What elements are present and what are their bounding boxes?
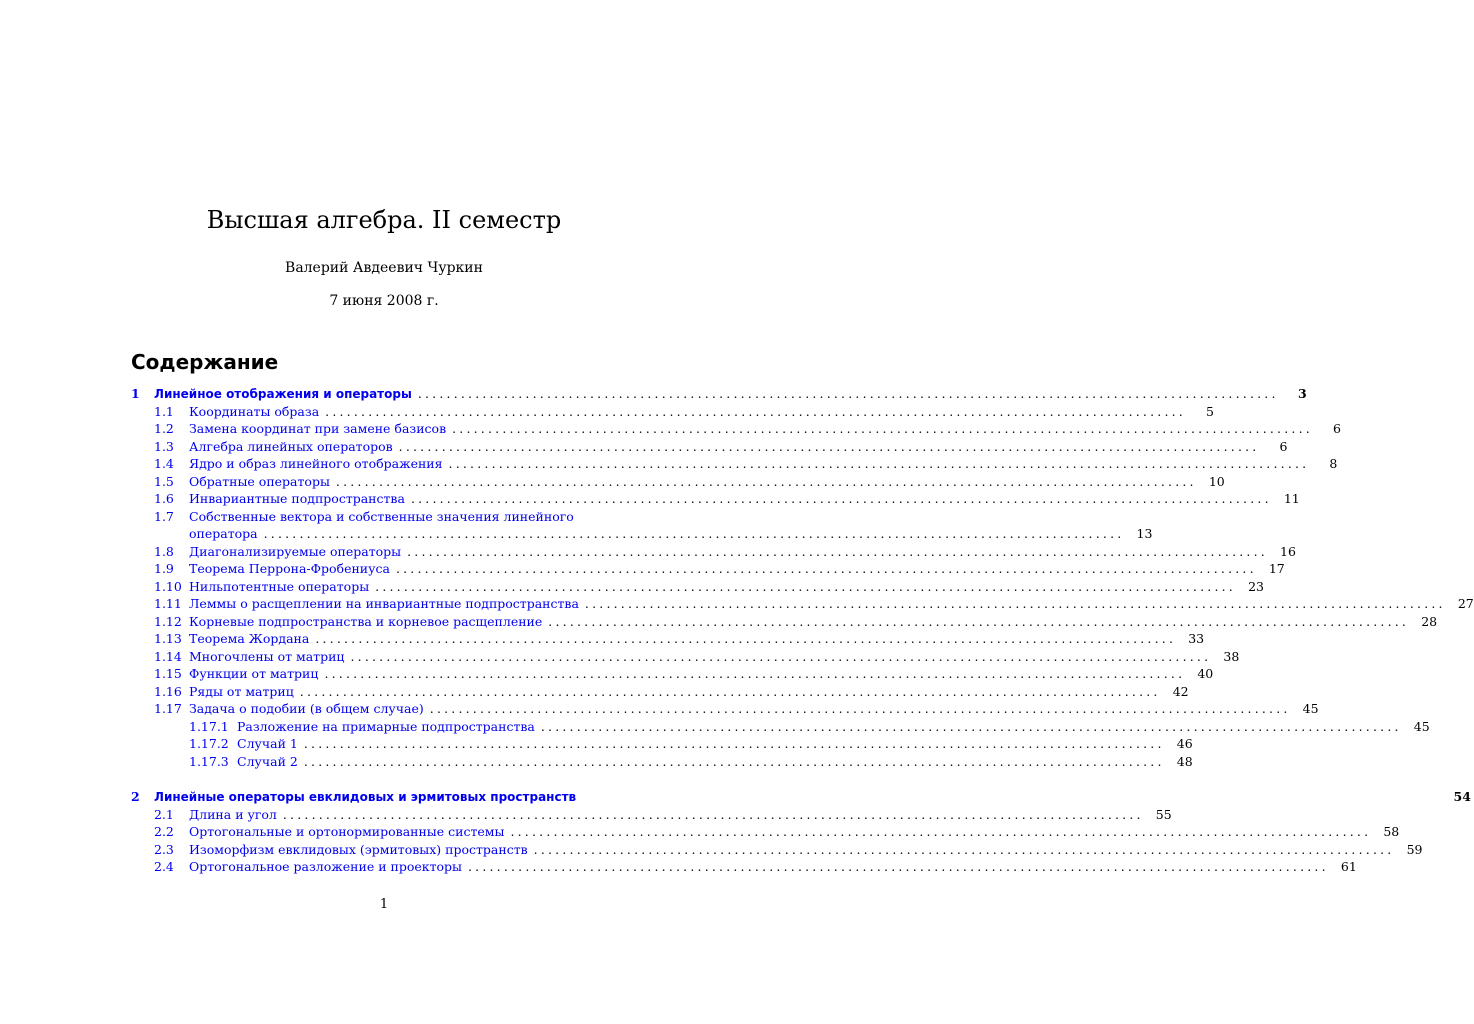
toc-number[interactable]: 1.1 xyxy=(154,403,174,419)
toc-page: 48 xyxy=(1176,753,1193,769)
document-date: 7 июня 2008 г. xyxy=(329,293,439,309)
toc-leader: ........................................................................................................................ xyxy=(533,841,1395,857)
toc-entry[interactable] xyxy=(131,648,1240,666)
toc-leader: ........................................................................................................................ xyxy=(324,666,1186,681)
toc-number[interactable]: 1.17.1 xyxy=(189,718,229,734)
toc-number[interactable]: 2.1 xyxy=(154,806,174,822)
toc-number[interactable]: 1.9 xyxy=(154,561,174,576)
toc-leader: ........................................................................................................................ xyxy=(375,578,1236,594)
toc-label[interactable]: Линейное отображения и операторы xyxy=(154,387,412,401)
toc-leader: ........................................................................................................................ xyxy=(303,736,1165,751)
toc-number[interactable]: 1.7 xyxy=(154,508,174,524)
toc-page: 42 xyxy=(1172,683,1189,699)
toc-label[interactable]: Функции от матриц xyxy=(189,666,319,681)
toc-label[interactable]: Обратные операторы xyxy=(189,473,330,489)
toc-entry-continuation[interactable] xyxy=(131,525,1153,543)
toc-number[interactable]: 1.12 xyxy=(154,613,182,629)
table-of-contents xyxy=(131,385,1474,876)
toc-entry[interactable] xyxy=(131,595,1474,613)
toc-number[interactable]: 2 xyxy=(131,789,140,804)
toc-leader: ........................................................................................................................ xyxy=(395,561,1257,576)
toc-leader: ........................................................................................................................ xyxy=(398,438,1260,454)
toc-label[interactable]: Ядро и образ линейного отображения xyxy=(189,456,443,471)
toc-entry[interactable] xyxy=(131,455,1338,473)
toc-page: 17 xyxy=(1268,561,1285,576)
toc-leader: ........................................................................................................................ xyxy=(410,491,1272,506)
toc-chapter-2[interactable] xyxy=(131,788,1471,806)
toc-label[interactable]: Координаты образа xyxy=(189,403,320,419)
toc-leader: ........................................................................................................................ xyxy=(303,753,1165,769)
toc-subentry[interactable] xyxy=(131,735,1193,753)
toc-entry[interactable] xyxy=(131,806,1172,824)
toc-number[interactable]: 1.17.2 xyxy=(189,736,229,751)
toc-leader: ........................................................................................................................ xyxy=(417,386,1279,401)
toc-entry[interactable] xyxy=(131,858,1357,876)
toc-label[interactable]: Задача о подобии (в общем случае) xyxy=(189,701,424,716)
toc-page: 5 xyxy=(1206,403,1214,419)
toc-entry[interactable] xyxy=(131,613,1438,631)
toc-label[interactable]: Теорема Перрона-Фробениуса xyxy=(189,561,390,576)
toc-leader: ........................................................................................................................ xyxy=(407,543,1268,559)
toc-label[interactable]: Диагонализируемые операторы xyxy=(189,543,402,559)
toc-page: 27 xyxy=(1457,596,1474,611)
toc-heading: Содержание xyxy=(131,350,279,374)
toc-label[interactable]: Алгебра линейных операторов xyxy=(189,438,393,454)
toc-page: 55 xyxy=(1155,806,1172,822)
toc-leader: ........................................................................................................................ xyxy=(584,596,1446,611)
toc-number[interactable]: 2.4 xyxy=(154,859,174,874)
toc-page: 3 xyxy=(1297,386,1307,401)
toc-page: 6 xyxy=(1279,438,1288,454)
document-author: Валерий Авдеевич Чуркин xyxy=(285,260,483,276)
toc-page: 58 xyxy=(1383,824,1400,839)
toc-label[interactable]: Ортогональные и ортонормированные системы xyxy=(189,824,505,839)
toc-number[interactable]: 1.17 xyxy=(154,701,182,716)
toc-page: 59 xyxy=(1406,841,1423,857)
toc-entry[interactable] xyxy=(131,560,1285,578)
toc-entry[interactable] xyxy=(131,543,1296,561)
toc-entry[interactable] xyxy=(131,508,639,526)
toc-page: 28 xyxy=(1421,613,1438,629)
toc-label[interactable]: Леммы о расщеплении на инвариантные подпространства xyxy=(189,596,579,611)
toc-number[interactable]: 2.3 xyxy=(154,841,174,857)
toc-number[interactable]: 1.16 xyxy=(154,683,182,699)
toc-entry[interactable] xyxy=(131,700,1319,718)
toc-leader: ........................................................................................................................ xyxy=(335,473,1197,489)
toc-entry[interactable] xyxy=(131,823,1400,841)
toc-page: 6 xyxy=(1332,421,1341,436)
toc-label[interactable]: Многочлены от матриц xyxy=(189,648,345,664)
toc-label[interactable]: Линейные операторы евклидовых и эрмитовых пространств xyxy=(154,790,577,804)
toc-page: 10 xyxy=(1208,473,1225,489)
toc-label[interactable]: Собственные вектора и собственные значения линейного xyxy=(189,508,574,524)
toc-leader: ........................................................................................................................ xyxy=(429,701,1291,716)
toc-leader: ........................................................................................................................ xyxy=(467,859,1329,874)
toc-number[interactable]: 1.11 xyxy=(154,596,182,611)
toc-number[interactable]: 1.2 xyxy=(154,421,174,436)
toc-label[interactable]: Нильпотентные операторы xyxy=(189,578,370,594)
toc-page: 40 xyxy=(1197,666,1214,681)
toc-label-continuation[interactable]: оператора xyxy=(189,526,258,541)
toc-number[interactable]: 1.5 xyxy=(154,473,174,489)
toc-page: 61 xyxy=(1340,859,1357,874)
toc-chapter-1[interactable] xyxy=(131,385,1307,403)
toc-label[interactable]: Ряды от матриц xyxy=(189,683,294,699)
toc-leader: ........................................................................................................................ xyxy=(452,421,1313,436)
document-title: Высшая алгебра. II семестр xyxy=(206,206,562,234)
toc-leader: ........................................................................................................................ xyxy=(263,526,1125,541)
toc-number[interactable]: 1.4 xyxy=(154,456,174,471)
toc-page: 46 xyxy=(1176,736,1193,751)
toc-page: 33 xyxy=(1188,631,1205,646)
toc-leader: ........................................................................................................................ xyxy=(325,403,1186,419)
toc-page: 54 xyxy=(1453,789,1471,804)
toc-entry[interactable] xyxy=(131,665,1214,683)
toc-page: 45 xyxy=(1413,718,1430,734)
toc-number[interactable]: 1.13 xyxy=(154,631,182,646)
toc-number[interactable]: 1.3 xyxy=(154,438,174,454)
chapter-spacer xyxy=(131,770,639,788)
toc-leader: ........................................................................................................................ xyxy=(540,718,1402,734)
toc-entry[interactable] xyxy=(131,578,1264,596)
toc-leader: ........................................................................................................................ xyxy=(510,824,1372,839)
toc-number[interactable]: 1 xyxy=(131,386,140,401)
toc-entry[interactable] xyxy=(131,420,1341,438)
toc-number[interactable]: 1.17.3 xyxy=(189,753,229,769)
toc-label[interactable]: Длина и угол xyxy=(189,806,277,822)
toc-leader: ........................................................................................................................ xyxy=(315,631,1177,646)
toc-page: 16 xyxy=(1280,543,1296,559)
toc-page: 38 xyxy=(1223,648,1240,664)
toc-label[interactable]: Инвариантные подпространства xyxy=(189,491,405,506)
toc-number[interactable]: 1.14 xyxy=(154,648,182,664)
toc-number[interactable]: 1.10 xyxy=(154,578,182,594)
toc-number[interactable]: 1.6 xyxy=(154,491,174,506)
toc-page: 45 xyxy=(1302,701,1319,716)
toc-subentry[interactable] xyxy=(131,753,1193,771)
toc-leader: ........................................................................................................................ xyxy=(350,648,1212,664)
toc-number[interactable]: 2.2 xyxy=(154,824,174,839)
toc-label[interactable]: Случай 1 xyxy=(237,736,298,751)
toc-label[interactable]: Ортогональное разложение и проекторы xyxy=(189,859,462,874)
toc-label[interactable]: Корневые подпространства и корневое расщепление xyxy=(189,613,543,629)
toc-entry[interactable] xyxy=(131,490,1300,508)
toc-entry[interactable] xyxy=(131,438,1288,456)
toc-page: 23 xyxy=(1248,578,1264,594)
toc-leader: ........................................................................................................................ xyxy=(548,613,1410,629)
toc-label[interactable]: Изоморфизм евклидовых (эрмитовых) пространств xyxy=(189,841,528,857)
toc-page: 8 xyxy=(1329,456,1338,471)
toc-entry[interactable] xyxy=(131,473,1225,491)
toc-entry[interactable] xyxy=(131,683,1189,701)
toc-entry[interactable] xyxy=(131,403,1214,421)
toc-label[interactable]: Случай 2 xyxy=(237,753,298,769)
page-number: 1 xyxy=(379,897,389,912)
toc-entry[interactable] xyxy=(131,841,1423,859)
toc-label[interactable]: Теорема Жордана xyxy=(189,631,310,646)
toc-subentry[interactable] xyxy=(131,718,1430,736)
toc-number[interactable]: 1.8 xyxy=(154,543,174,559)
toc-label[interactable]: Разложение на примарные подпространства xyxy=(237,718,535,734)
toc-page: 13 xyxy=(1136,526,1153,541)
toc-leader: ........................................................................................................................ xyxy=(299,683,1161,699)
toc-leader: ........................................................................................................................ xyxy=(282,806,1144,822)
toc-number[interactable]: 1.15 xyxy=(154,666,182,681)
toc-page: 11 xyxy=(1283,491,1300,506)
toc-leader: ........................................................................................................................ xyxy=(448,456,1310,471)
toc-label[interactable]: Замена координат при замене базисов xyxy=(189,421,447,436)
toc-entry[interactable] xyxy=(131,630,1205,648)
